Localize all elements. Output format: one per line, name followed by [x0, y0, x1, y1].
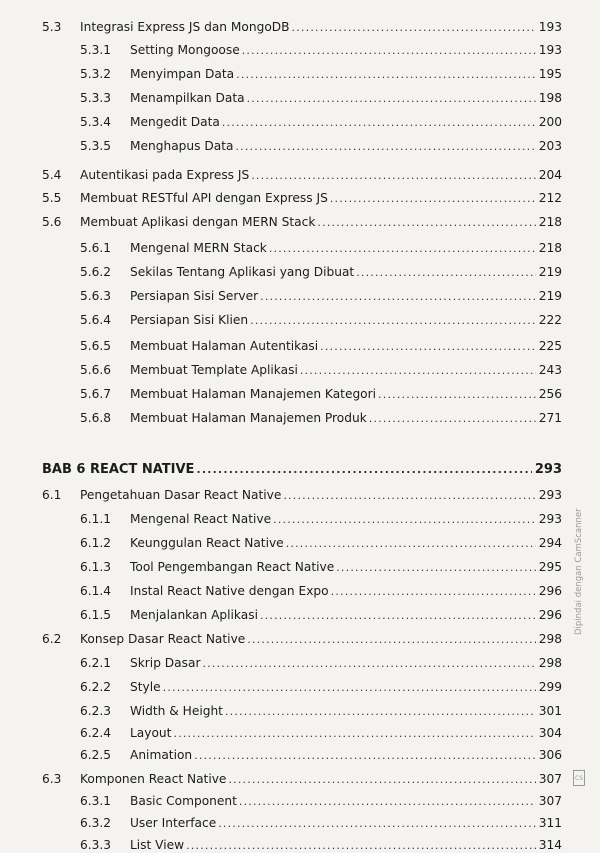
- toc-entry-row: [80, 579, 562, 599]
- toc-entry-number: 5.6.6: [80, 363, 112, 377]
- dot-leader: [273, 512, 536, 527]
- toc-entry-row: [80, 789, 562, 809]
- toc-entry-title: Integrasi Express JS dan MongoDB: [80, 20, 290, 34]
- toc-entry-number: 5.6: [42, 215, 62, 229]
- toc-entry-row: [80, 308, 562, 328]
- toc-entry-title: Basic Component: [130, 794, 237, 808]
- toc-entry-number: 6.3.2: [80, 816, 112, 830]
- toc-entry-title: Pengetahuan Dasar React Native: [80, 488, 282, 502]
- dot-leader: [222, 115, 536, 130]
- toc-entry-page: 271: [538, 411, 562, 425]
- toc-entry-number: 5.3.2: [80, 67, 112, 81]
- toc-entry-row: [80, 743, 562, 763]
- dot-leader: [194, 748, 536, 763]
- dot-leader: [283, 488, 535, 503]
- toc-entry-number: 5.6.7: [80, 387, 112, 401]
- toc-entry-number: 6.2.4: [80, 726, 112, 740]
- dot-leader: [378, 387, 536, 402]
- toc-entry-page: 203: [538, 139, 562, 153]
- toc-entry-title: Skrip Dasar: [130, 656, 201, 670]
- dot-leader: [196, 462, 531, 477]
- toc-entry-number: 5.3: [42, 20, 62, 34]
- dot-leader: [260, 608, 536, 623]
- toc-entry-title: List View: [130, 838, 185, 852]
- dot-leader: [225, 704, 536, 719]
- toc-entry-page: 294: [538, 536, 562, 550]
- toc-entry-page: 256: [538, 387, 562, 401]
- toc-entry-title: Width & Height: [130, 704, 223, 718]
- toc-entry-page: 200: [538, 115, 562, 129]
- toc-entry-page: 298: [538, 656, 562, 670]
- toc-entry-row: [80, 334, 562, 354]
- toc-entry-page: 195: [538, 67, 562, 81]
- toc-entry-row: [80, 406, 562, 426]
- dot-leader: [218, 816, 536, 831]
- toc-entry-page: 295: [538, 560, 562, 574]
- toc-entry-page: 293: [538, 512, 562, 526]
- toc-entry-page: 307: [538, 772, 562, 786]
- toc-entry-title: Menghapus Data: [130, 139, 234, 153]
- toc-entry-row: [80, 531, 562, 551]
- toc-entry-row: [80, 134, 562, 154]
- toc-entry-row: [80, 110, 562, 130]
- toc-entry-title: Konsep Dasar React Native: [80, 632, 246, 646]
- dot-leader: [247, 632, 535, 647]
- dot-leader: [235, 139, 535, 154]
- toc-entry-page: 301: [538, 704, 562, 718]
- toc-entry-number: 6.1: [42, 488, 62, 502]
- toc-entry-page: 299: [538, 680, 562, 694]
- dot-leader: [320, 339, 536, 354]
- toc-entry-page: 218: [538, 241, 562, 255]
- toc-entry-number: 6.1.3: [80, 560, 112, 574]
- toc-entry-title: Sekilas Tentang Aplikasi yang Dibuat: [130, 265, 355, 279]
- scanner-logo-icon: CS: [573, 770, 585, 786]
- toc-entry-page: 306: [538, 748, 562, 762]
- toc-entry-row: [80, 721, 562, 741]
- toc-entry-number: 6.2: [42, 632, 62, 646]
- toc-entry-title: Membuat Aplikasi dengan MERN Stack: [80, 215, 316, 229]
- toc-entry-number: 6.3.1: [80, 794, 112, 808]
- toc-entry-title: Menjalankan Aplikasi: [130, 608, 258, 622]
- toc-entry-title: Menampilkan Data: [130, 91, 245, 105]
- toc-entry-number: 6.2.2: [80, 680, 112, 694]
- toc-entry-title: User Interface: [130, 816, 217, 830]
- dot-leader: [202, 656, 535, 671]
- toc-entry-number: 5.3.5: [80, 139, 112, 153]
- toc-entry-number: 6.1.5: [80, 608, 112, 622]
- toc-entry-page: 198: [538, 91, 562, 105]
- toc-entry-title: Membuat Template Aplikasi: [130, 363, 298, 377]
- dot-leader: [356, 265, 536, 280]
- toc-entry-row: [80, 507, 562, 527]
- toc-entry-page: 193: [538, 20, 562, 34]
- scanner-watermark: Dipindai dengan CamScanner: [574, 508, 584, 635]
- toc-entry-page: 225: [538, 339, 562, 353]
- toc-entry-page: 296: [538, 584, 562, 598]
- toc-entry-row: [80, 699, 562, 719]
- dot-leader: [186, 838, 536, 853]
- toc-entry-row: [80, 62, 562, 82]
- toc-entry-page: 293: [538, 488, 562, 502]
- toc-entry-page: 219: [538, 265, 562, 279]
- toc-entry-number: 6.2.3: [80, 704, 112, 718]
- toc-entry-title: BAB 6 REACT NATIVE: [42, 462, 195, 477]
- dot-leader: [286, 536, 536, 551]
- toc-entry-page: 204: [538, 168, 562, 182]
- toc-entry-title: Membuat RESTful API dengan Express JS: [80, 191, 328, 205]
- dot-leader: [239, 794, 536, 809]
- dot-leader: [330, 191, 536, 206]
- toc-entry-number: 5.6.4: [80, 313, 112, 327]
- dot-leader: [269, 241, 536, 256]
- toc-entry-row: [80, 651, 562, 671]
- toc-entry-title: Autentikasi pada Express JS: [80, 168, 250, 182]
- toc-entry-title: Membuat Halaman Autentikasi: [130, 339, 319, 353]
- toc-chapter-row: [42, 457, 562, 477]
- dot-leader: [300, 363, 536, 378]
- dot-leader: [247, 91, 536, 106]
- toc-entry-row: [42, 483, 562, 503]
- toc-entry-page: 222: [538, 313, 562, 327]
- toc-entry-page: 218: [538, 215, 562, 229]
- toc-entry-row: [80, 38, 562, 58]
- toc-entry-row: [80, 833, 562, 853]
- toc-entry-title: Mengedit Data: [130, 115, 220, 129]
- dot-leader: [336, 560, 536, 575]
- toc-entry-row: [80, 284, 562, 304]
- toc-entry-page: 243: [538, 363, 562, 377]
- toc-entry-number: 6.3.3: [80, 838, 112, 852]
- dot-leader: [236, 67, 536, 82]
- toc-entry-title: Membuat Halaman Manajemen Produk: [130, 411, 367, 425]
- toc-entry-number: 6.1.2: [80, 536, 112, 550]
- toc-entry-row: [42, 767, 562, 787]
- dot-leader: [369, 411, 536, 426]
- toc-entry-page: 212: [538, 191, 562, 205]
- toc-entry-title: Mengenal MERN Stack: [130, 241, 267, 255]
- toc-entry-number: 5.6.1: [80, 241, 112, 255]
- dot-leader: [331, 584, 536, 599]
- dot-leader: [173, 726, 535, 741]
- toc-entry-row: [80, 358, 562, 378]
- toc-entry-row: [42, 627, 562, 647]
- dot-leader: [260, 289, 536, 304]
- toc-entry-title: Keunggulan React Native: [130, 536, 284, 550]
- toc-entry-page: 193: [538, 43, 562, 57]
- toc-entry-number: 6.2.5: [80, 748, 112, 762]
- toc-entry-row: [80, 555, 562, 575]
- toc-entry-row: [80, 86, 562, 106]
- toc-entry-row: [80, 675, 562, 695]
- toc-entry-page: 311: [538, 816, 562, 830]
- toc-entry-number: 5.6.5: [80, 339, 112, 353]
- toc-entry-number: 5.6.8: [80, 411, 112, 425]
- toc-entry-number: 5.6.2: [80, 265, 112, 279]
- dot-leader: [242, 43, 536, 58]
- toc-entry-number: 5.5: [42, 191, 62, 205]
- dot-leader: [317, 215, 535, 230]
- toc-entry-number: 6.2.1: [80, 656, 112, 670]
- toc-entry-row: [80, 382, 562, 402]
- toc-entry-page: 314: [538, 838, 562, 852]
- toc-entry-row: [42, 15, 562, 35]
- dot-leader: [250, 313, 536, 328]
- toc-entry-number: 5.3.1: [80, 43, 112, 57]
- toc-entry-row: [80, 811, 562, 831]
- toc-entry-title: Tool Pengembangan React Native: [130, 560, 335, 574]
- toc-entry-number: 6.1.4: [80, 584, 112, 598]
- toc-entry-page: 219: [538, 289, 562, 303]
- toc-entry-page: 307: [538, 794, 562, 808]
- toc-entry-row: [42, 163, 562, 183]
- toc-entry-number: 5.3.3: [80, 91, 112, 105]
- toc-entry-title: Layout: [130, 726, 172, 740]
- toc-entry-title: Instal React Native dengan Expo: [130, 584, 329, 598]
- toc-entry-page: 304: [538, 726, 562, 740]
- toc-entry-row: [42, 210, 562, 230]
- toc-entry-title: Komponen React Native: [80, 772, 227, 786]
- toc-entry-number: 6.3: [42, 772, 62, 786]
- dot-leader: [292, 20, 536, 35]
- toc-entry-title: Animation: [130, 748, 193, 762]
- toc-entry-page: 293: [534, 462, 562, 477]
- toc-entry-row: [80, 260, 562, 280]
- toc-entry-title: Persiapan Sisi Server: [130, 289, 259, 303]
- toc-entry-number: 5.6.3: [80, 289, 112, 303]
- toc-entry-page: 298: [538, 632, 562, 646]
- toc-entry-title: Setting Mongoose: [130, 43, 240, 57]
- toc-entry-number: 5.3.4: [80, 115, 112, 129]
- dot-leader: [251, 168, 536, 183]
- toc-entry-title: Mengenal React Native: [130, 512, 272, 526]
- toc-entry-title: Menyimpan Data: [130, 67, 235, 81]
- toc-entry-row: [80, 603, 562, 623]
- toc-entry-page: 296: [538, 608, 562, 622]
- toc-entry-row: [42, 186, 562, 206]
- toc-entry-row: [80, 236, 562, 256]
- toc-entry-number: 5.4: [42, 168, 62, 182]
- toc-entry-title: Persiapan Sisi Klien: [130, 313, 249, 327]
- toc-entry-title: Style: [130, 680, 161, 694]
- dot-leader: [163, 680, 536, 695]
- toc-entry-title: Membuat Halaman Manajemen Kategori: [130, 387, 377, 401]
- toc-entry-number: 6.1.1: [80, 512, 112, 526]
- dot-leader: [228, 772, 535, 787]
